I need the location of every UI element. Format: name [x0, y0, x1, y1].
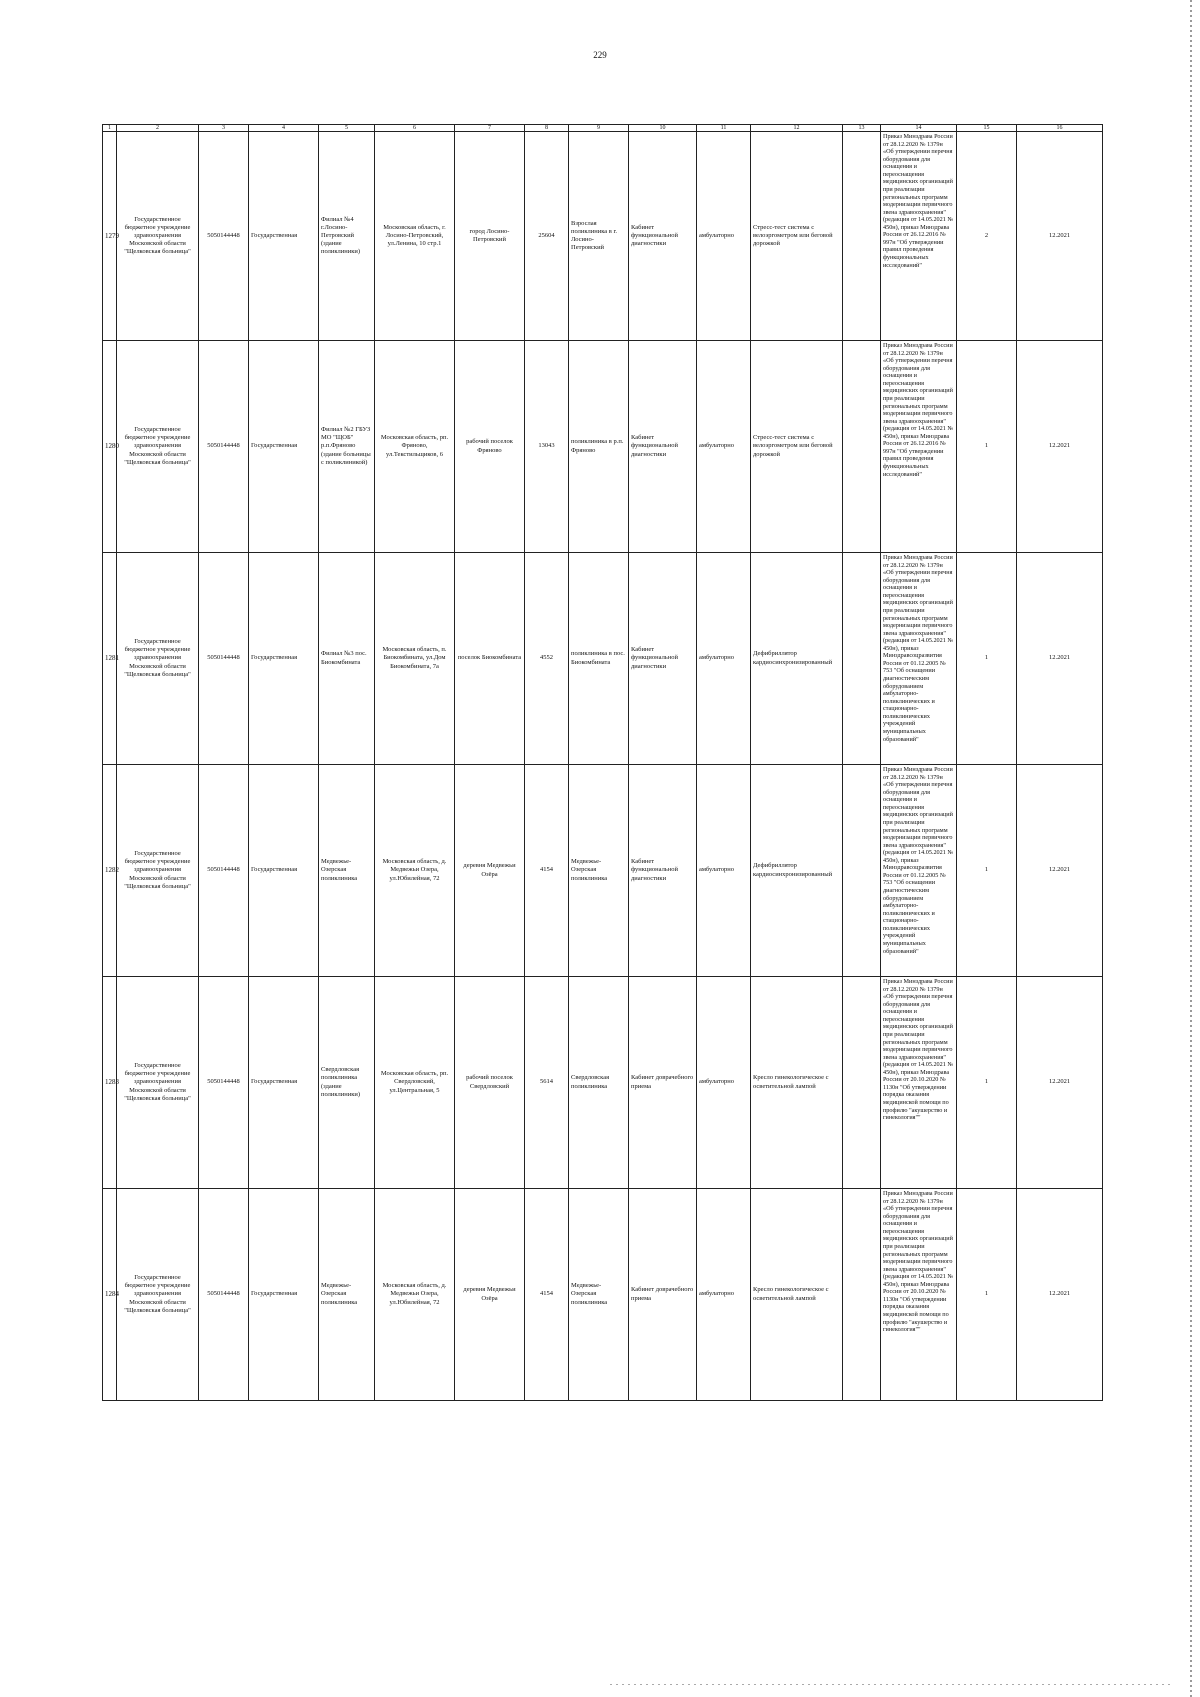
equipment-cell: Дефибриллятор кардиосинхронизированный: [751, 765, 843, 977]
care-type-cell: амбулаторно: [697, 977, 751, 1189]
population-cell: 4154: [525, 1189, 569, 1401]
table-row: [103, 132, 1103, 341]
legal-basis-cell: [881, 1189, 957, 1401]
population-cell: 13043: [525, 341, 569, 553]
population-cell: 25604: [525, 132, 569, 341]
room-cell: Кабинет функциональной диагностики: [629, 765, 697, 977]
table-row: [103, 765, 1103, 977]
legal-basis-cell: [881, 977, 957, 1189]
date-cell: 12.2021: [1017, 553, 1103, 765]
address-cell: Московская область, г. Лосино-Петровский, ул.Ленина, 10 стр.1: [375, 132, 455, 341]
legal-basis-text: Приказ Минздрава России от 28.12.2020 № 1379н «Об утверждении перечня оборудования для оснащения и переоснащения медицинских организаций при реализации региональных программ модернизации первичного звена здравоохранения"(редакция от 14.05.2021 № 450н), приказ Минздрава России от 20.10.2020 № 1130н "Об утверждении порядка оказания медицинской помощи по профилю "акушерство и гинекология"": [883, 1190, 954, 1334]
unit-cell: Медвежье-Озерская поликлиника: [569, 765, 629, 977]
care-type-cell: амбулаторно: [697, 1189, 751, 1401]
organization-cell: Государственное бюджетное учреждение здравоохранения Московской области "Щелковская больница": [117, 132, 199, 341]
division-cell: Филиал №3 пос. Биокомбината: [319, 553, 375, 765]
column-header: 9: [569, 125, 629, 132]
table-row: [103, 1189, 1103, 1401]
legal-basis-cell: [881, 132, 957, 341]
ownership-cell: Государственная: [249, 1189, 319, 1401]
legal-basis-cell: [881, 765, 957, 977]
care-type-cell: амбулаторно: [697, 132, 751, 341]
column-number-row: [103, 125, 1103, 132]
ownership-cell: Государственная: [249, 341, 319, 553]
room-cell: Кабинет функциональной диагностики: [629, 341, 697, 553]
division-cell: Филиал №2 ГБУЗ МО "ЩОБ" р.п.Фряново (здание больницы с поликлиникой): [319, 341, 375, 553]
table-row: [103, 341, 1103, 553]
column-header: 2: [117, 125, 199, 132]
column-header: 5: [319, 125, 375, 132]
ownership-cell: Государственная: [249, 977, 319, 1189]
date-cell: 12.2021: [1017, 1189, 1103, 1401]
date-cell: 12.2021: [1017, 765, 1103, 977]
care-type-cell: амбулаторно: [697, 765, 751, 977]
column-header: 11: [697, 125, 751, 132]
equipment-cell: Кресло гинекологическое с осветительной лампой: [751, 1189, 843, 1401]
legal-basis-text: Приказ Минздрава России от 28.12.2020 № 1379н «Об утверждении перечня оборудования для оснащения и переоснащения медицинских организаций при реализации региональных программ модернизации первичного звена здравоохранения"(редакция от 14.05.2021 № 450н), приказ Минздравсоцразвития России от 01.12.2005 № 753 "Об оснащении диагностическим оборудованием амбулаторно-поликлинических и стационарно-поликлинических учреждений муниципальных образований": [883, 766, 954, 955]
inn-cell: 5050144448: [199, 341, 249, 553]
quantity-cell: 1: [957, 765, 1017, 977]
locality-cell: город Лосино-Петровский: [455, 132, 525, 341]
column-13-cell: [843, 341, 881, 553]
equipment-table: [102, 124, 1103, 1401]
row-number: 1284: [103, 1189, 117, 1401]
row-number: 1280: [103, 341, 117, 553]
column-header: 13: [843, 125, 881, 132]
equipment-cell: Стресс-тест система с велоэргометром или беговой дорожкой: [751, 341, 843, 553]
inn-cell: 5050144448: [199, 132, 249, 341]
inn-cell: 5050144448: [199, 977, 249, 1189]
unit-cell: Взрослая поликлиника в г. Лосино-Петровский: [569, 132, 629, 341]
date-cell: 12.2021: [1017, 977, 1103, 1189]
population-cell: 5614: [525, 977, 569, 1189]
column-header: 10: [629, 125, 697, 132]
room-cell: Кабинет доврачебного приема: [629, 977, 697, 1189]
division-cell: Медвежье-Озерская поликлиника: [319, 1189, 375, 1401]
legal-basis-text: Приказ Минздрава России от 28.12.2020 № 1379н «Об утверждении перечня оборудования для оснащения и переоснащения медицинских организаций при реализации региональных программ модернизации первичного звена здравоохранения"(редакция от 14.05.2021 № 450н), приказ Минздравсоцразвития России от 01.12.2005 № 753 "Об оснащении диагностическим оборудованием амбулаторно-поликлинических и стационарно-поликлинических учреждений муниципальных образований": [883, 554, 954, 743]
organization-cell: Государственное бюджетное учреждение здравоохранения Московской области "Щелковская больница": [117, 1189, 199, 1401]
population-cell: 4552: [525, 553, 569, 765]
date-cell: 12.2021: [1017, 341, 1103, 553]
organization-cell: Государственное бюджетное учреждение здравоохранения Московской области "Щелковская больница": [117, 553, 199, 765]
unit-cell: поликлиника в р.п. Фряново: [569, 341, 629, 553]
column-header: 1: [103, 125, 117, 132]
ownership-cell: Государственная: [249, 765, 319, 977]
column-13-cell: [843, 977, 881, 1189]
row-number: 1283: [103, 977, 117, 1189]
locality-cell: деревня Медвежьи Озёра: [455, 765, 525, 977]
column-header: 6: [375, 125, 455, 132]
column-13-cell: [843, 132, 881, 341]
unit-cell: Медвежье-Озерская поликлиника: [569, 1189, 629, 1401]
organization-cell: Государственное бюджетное учреждение здравоохранения Московской области "Щелковская больница": [117, 765, 199, 977]
division-cell: Медвежье-Озерская поликлиника: [319, 765, 375, 977]
row-number: 1281: [103, 553, 117, 765]
locality-cell: рабочий поселок Фряново: [455, 341, 525, 553]
legal-basis-text: Приказ Минздрава России от 28.12.2020 № 1379н «Об утверждении перечня оборудования для оснащения и переоснащения медицинских организаций при реализации региональных программ модернизации первичного звена здравоохранения"(редакция от 14.05.2021 № 450н), приказ Минздрава России от 26.12.2016 № 997н "Об утверждении правил проведения функциональных исследований": [883, 342, 954, 478]
organization-cell: Государственное бюджетное учреждение здравоохранения Московской области "Щелковская больница": [117, 341, 199, 553]
column-header: 4: [249, 125, 319, 132]
division-cell: Свердловская поликлиника (здание поликлиники): [319, 977, 375, 1189]
column-header: 14: [881, 125, 957, 132]
inn-cell: 5050144448: [199, 1189, 249, 1401]
ownership-cell: Государственная: [249, 553, 319, 765]
table-row: [103, 977, 1103, 1189]
table-row: [103, 553, 1103, 765]
column-13-cell: [843, 553, 881, 765]
unit-cell: поликлиника в пос. Биокомбината: [569, 553, 629, 765]
unit-cell: Свердловская поликлиника: [569, 977, 629, 1189]
row-number: 1279: [103, 132, 117, 341]
legal-basis-text: Приказ Минздрава России от 28.12.2020 № 1379н «Об утверждении перечня оборудования для оснащения и переоснащения медицинских организаций при реализации региональных программ модернизации первичного звена здравоохранения"(редакция от 14.05.2021 № 450н), приказ Минздрава России от 26.12.2016 № 997н "Об утверждении правил проведения функциональных исследований": [883, 133, 954, 269]
locality-cell: деревня Медвежьи Озёра: [455, 1189, 525, 1401]
population-cell: 4154: [525, 765, 569, 977]
address-cell: Московская область, д. Медвежьи Озера, ул.Юбилейная, 72: [375, 765, 455, 977]
room-cell: Кабинет функциональной диагностики: [629, 553, 697, 765]
locality-cell: рабочий поселок Свердловский: [455, 977, 525, 1189]
quantity-cell: 2: [957, 132, 1017, 341]
legal-basis-cell: [881, 341, 957, 553]
quantity-cell: 1: [957, 977, 1017, 1189]
column-header: 12: [751, 125, 843, 132]
column-header: 15: [957, 125, 1017, 132]
equipment-cell: Стресс-тест система с велоэргометром или беговой дорожкой: [751, 132, 843, 341]
equipment-cell: Дефибриллятор кардиосинхронизированный: [751, 553, 843, 765]
care-type-cell: амбулаторно: [697, 553, 751, 765]
organization-cell: Государственное бюджетное учреждение здравоохранения Московской области "Щелковская больница": [117, 977, 199, 1189]
room-cell: Кабинет доврачебного приема: [629, 1189, 697, 1401]
column-13-cell: [843, 765, 881, 977]
quantity-cell: 1: [957, 341, 1017, 553]
address-cell: Московская область, д. Медвежьи Озера, ул.Юбилейная, 72: [375, 1189, 455, 1401]
legal-basis-text: Приказ Минздрава России от 28.12.2020 № 1379н «Об утверждении перечня оборудования для оснащения и переоснащения медицинских организаций при реализации региональных программ модернизации первичного звена здравоохранения"(редакция от 14.05.2021 № 450н), приказ Минздрава России от 20.10.2020 № 1130н "Об утверждении порядка оказания медицинской помощи по профилю "акушерство и гинекология"": [883, 978, 954, 1122]
date-cell: 12.2021: [1017, 132, 1103, 341]
room-cell: Кабинет функциональной диагностики: [629, 132, 697, 341]
column-header: 16: [1017, 125, 1103, 132]
scan-edge-marks: [1190, 0, 1192, 1697]
inn-cell: 5050144448: [199, 765, 249, 977]
scan-bottom-marks: [610, 1684, 1170, 1685]
page-number: 229: [593, 50, 607, 60]
column-header: 8: [525, 125, 569, 132]
quantity-cell: 1: [957, 553, 1017, 765]
equipment-cell: Кресло гинекологическое с осветительной лампой: [751, 977, 843, 1189]
quantity-cell: 1: [957, 1189, 1017, 1401]
ownership-cell: Государственная: [249, 132, 319, 341]
division-cell: Филиал №4 г.Лосино-Петровский (здание поликлиники): [319, 132, 375, 341]
row-number: 1282: [103, 765, 117, 977]
locality-cell: поселок Биокомбината: [455, 553, 525, 765]
address-cell: Московская область, рп. Фряново, ул.Текстильщиков, 6: [375, 341, 455, 553]
address-cell: Московская область, п. Биокомбината, ул.Дом Биокомбината, 7а: [375, 553, 455, 765]
care-type-cell: амбулаторно: [697, 341, 751, 553]
legal-basis-cell: [881, 553, 957, 765]
column-header: 3: [199, 125, 249, 132]
column-header: 7: [455, 125, 525, 132]
column-13-cell: [843, 1189, 881, 1401]
inn-cell: 5050144448: [199, 553, 249, 765]
address-cell: Московская область, рп. Свердловский, ул.Центральная, 5: [375, 977, 455, 1189]
